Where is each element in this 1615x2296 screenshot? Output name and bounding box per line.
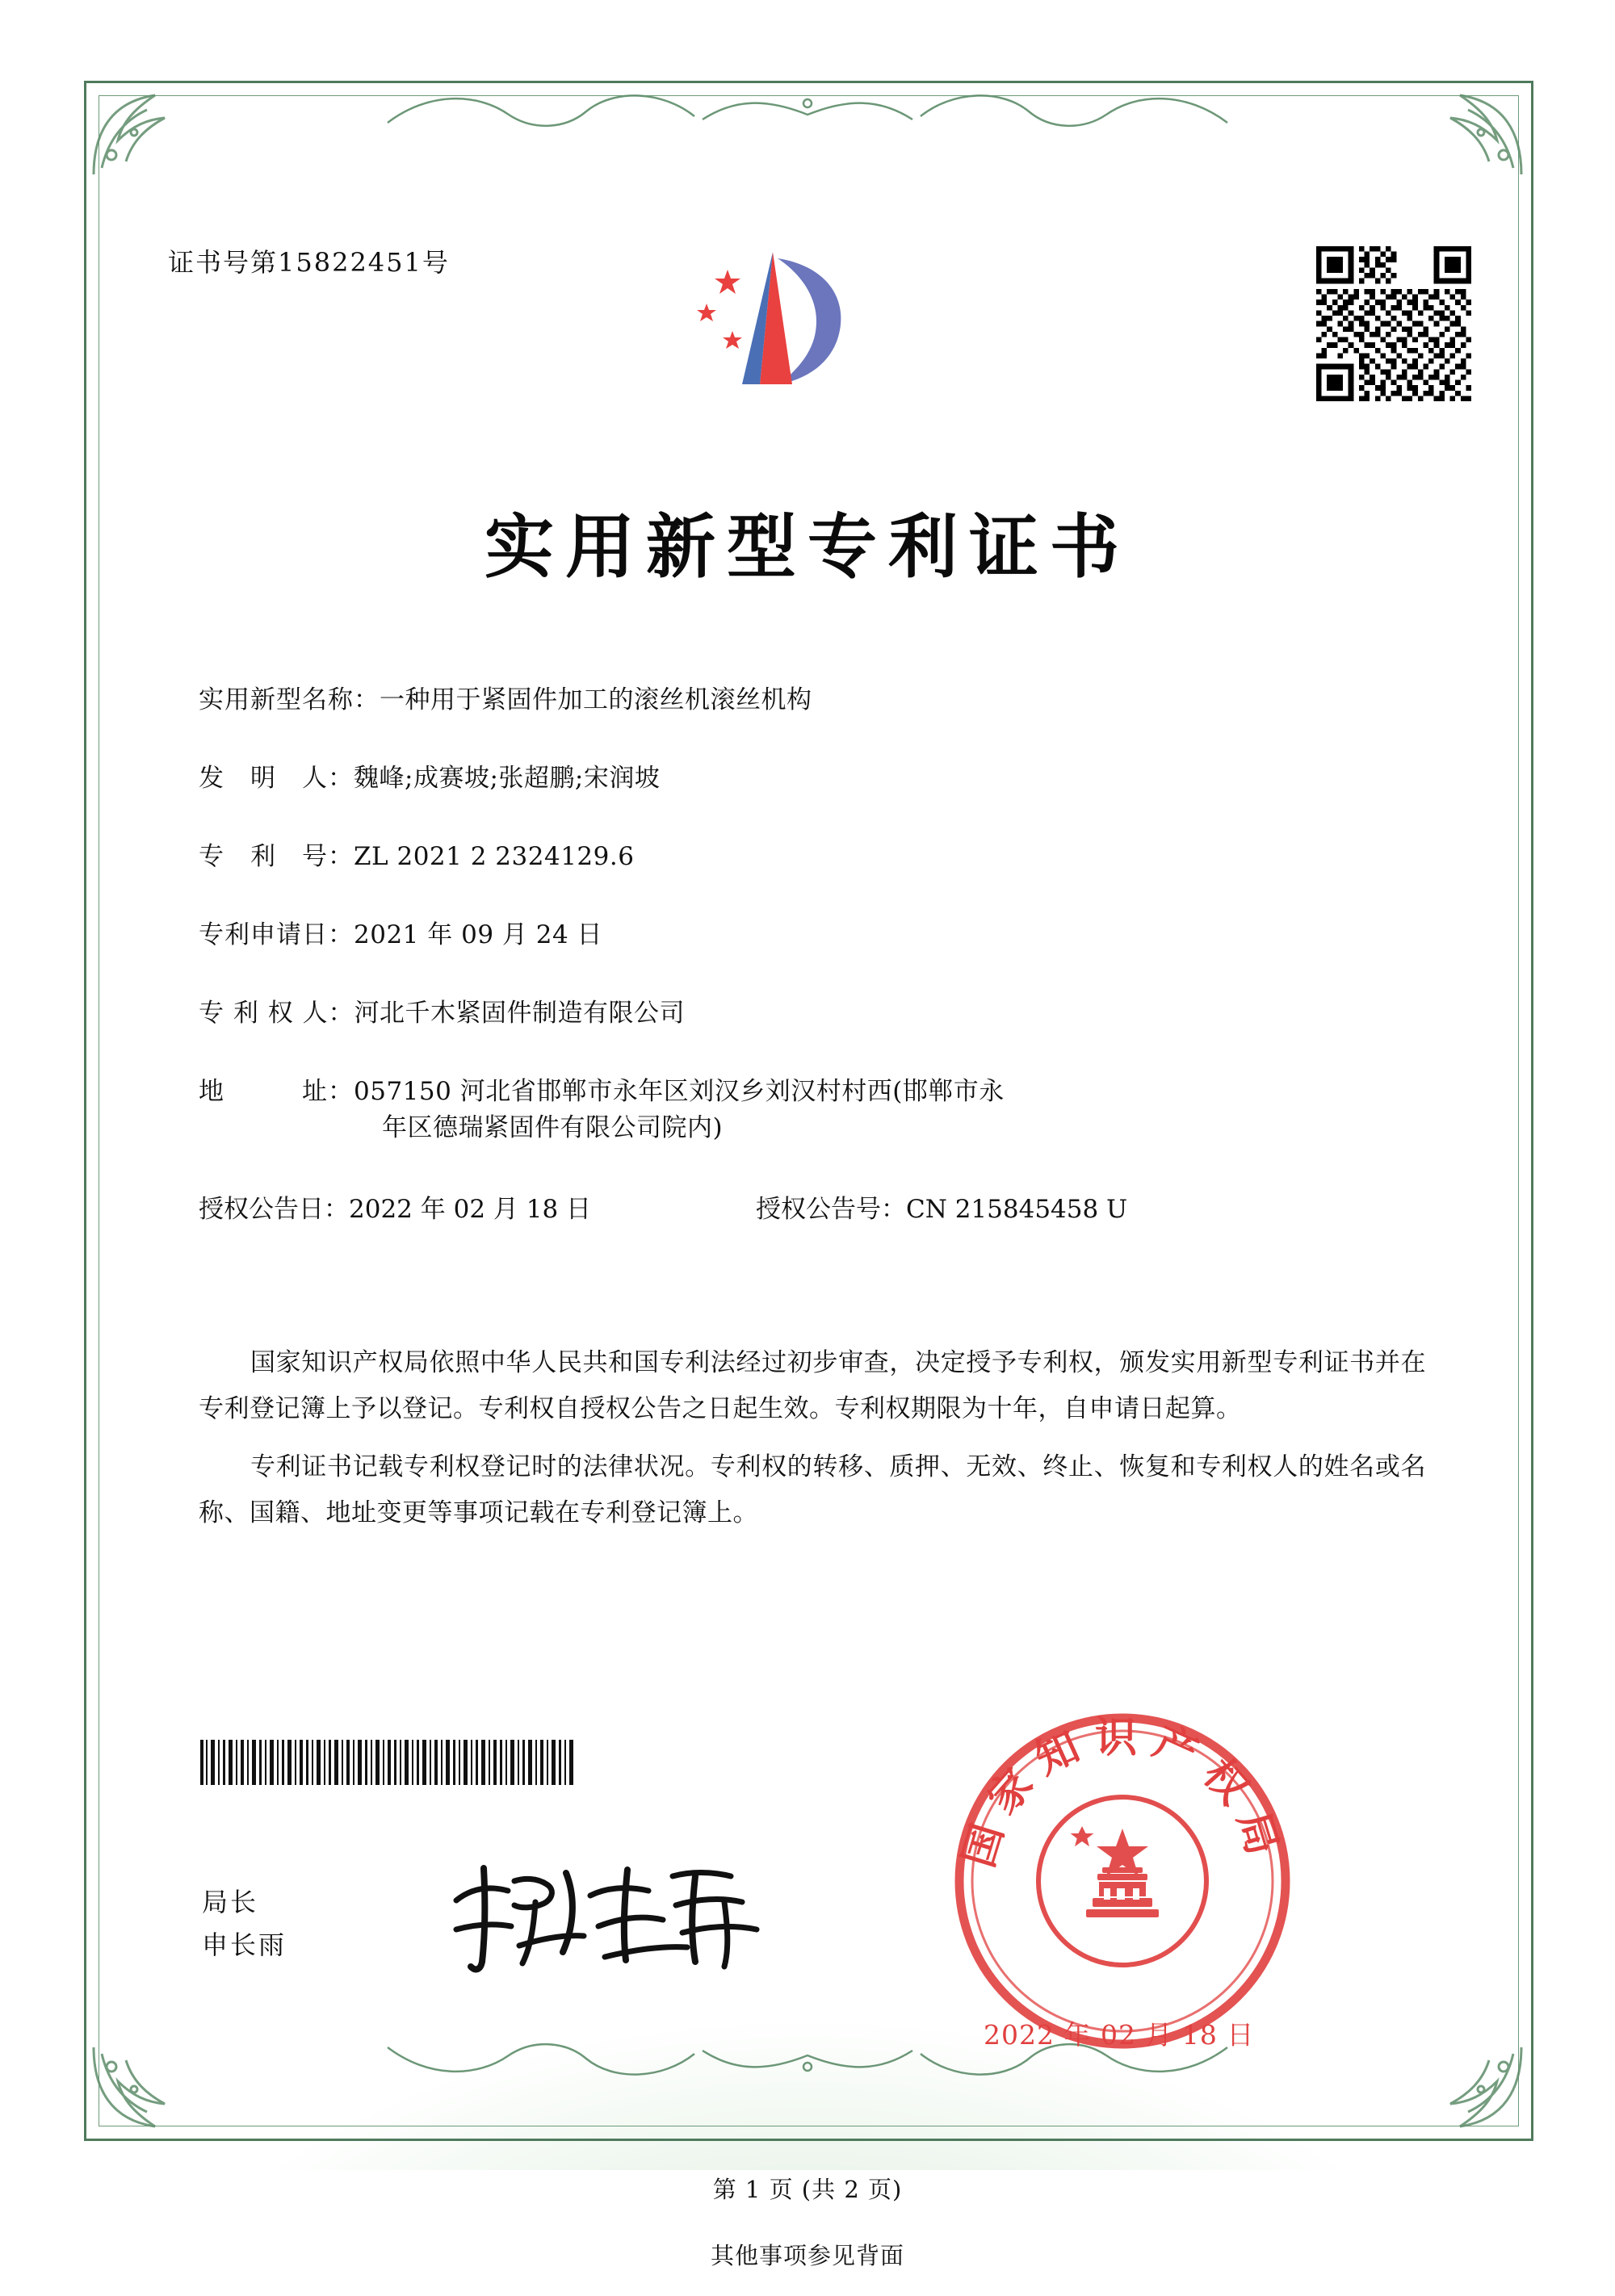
page-title: 实用新型专利证书 — [484, 506, 1130, 588]
field-label: 专利申请日： — [199, 920, 354, 949]
field-value: 一种用于紧固件加工的滚丝机滚丝机构 — [380, 685, 812, 714]
field-value: ZL 2021 2 2324129.6 — [354, 841, 635, 871]
grant-number-value: CN 215845458 U — [906, 1194, 1128, 1224]
ornament-corner-icon — [87, 2041, 184, 2138]
field-label: 地 址： — [199, 1076, 354, 1106]
signature-role: 局长 — [202, 1887, 259, 1917]
field-utility-model-name — [199, 682, 1426, 719]
paragraph: 国家知识产权局依照中华人民共和国专利法经过初步审查，决定授予专利权，颁发实用新型专利证书并在专利登记簿上予以登记。专利权自授权公告之日起生效。专利权期限为十年，自申请日起算。 — [199, 1348, 1426, 1424]
page-indicator: 第 1 页 (共 2 页) — [712, 2176, 903, 2203]
barcode — [200, 1740, 612, 1785]
field-value: 河北千木紧固件制造有限公司 — [354, 998, 686, 1028]
ornament-border-top-icon — [186, 87, 1429, 136]
grant-number-label: 授权公告号： — [756, 1194, 906, 1224]
field-application-date — [199, 917, 1426, 953]
field-address — [199, 1074, 1426, 1146]
svg-text:国家知识产权局: 国家知识产权局 — [954, 1713, 1291, 1873]
signature-block — [202, 1881, 287, 1967]
certificate-number: 证书号第15822451号 — [168, 247, 450, 278]
certificate-fields — [199, 682, 1426, 1257]
legal-text — [199, 1340, 1426, 1548]
field-value: 057150 河北省邯郸市永年区刘汉乡刘汉村村西(邯郸市永 — [354, 1076, 1005, 1106]
field-patentee — [199, 995, 1426, 1032]
signature-name: 申长雨 — [202, 1929, 287, 1960]
cnipa-logo-icon — [682, 234, 884, 404]
seal-date: 2022 年 02 月 18 日 — [984, 2019, 1255, 2051]
field-value-continued: 年区德瑞紧固件有限公司院内) — [382, 1112, 724, 1142]
qr-code — [1316, 246, 1471, 401]
back-side-note: 其他事项参见背面 — [710, 2242, 904, 2269]
field-value: 2021 年 09 月 24 日 — [354, 920, 603, 949]
grant-date-label: 授权公告日： — [199, 1194, 349, 1224]
paragraph: 专利证书记载专利权登记时的法律状况。专利权的转移、质押、无效、终止、恢复和专利权人的姓名或名称、国籍、地址变更等事项记载在专利登记簿上。 — [199, 1452, 1426, 1528]
field-patent-number — [199, 839, 1426, 875]
official-seal — [949, 1707, 1296, 2055]
field-label: 专 利 权 人： — [199, 998, 354, 1028]
field-label: 实用新型名称： — [199, 685, 380, 714]
field-label: 专 利 号： — [199, 841, 354, 871]
ornament-corner-icon — [87, 84, 184, 181]
field-label: 发 明 人： — [199, 763, 354, 793]
handwritten-signature-icon — [440, 1849, 779, 1978]
field-inventors — [199, 760, 1426, 797]
grant-date-value: 2022 年 02 月 18 日 — [349, 1194, 592, 1224]
ornament-corner-icon — [1431, 2041, 1528, 2138]
field-value: 魏峰;成赛坡;张超鹏;宋润坡 — [354, 763, 661, 793]
field-grant-row — [199, 1188, 1426, 1225]
ornament-corner-icon — [1431, 84, 1528, 181]
